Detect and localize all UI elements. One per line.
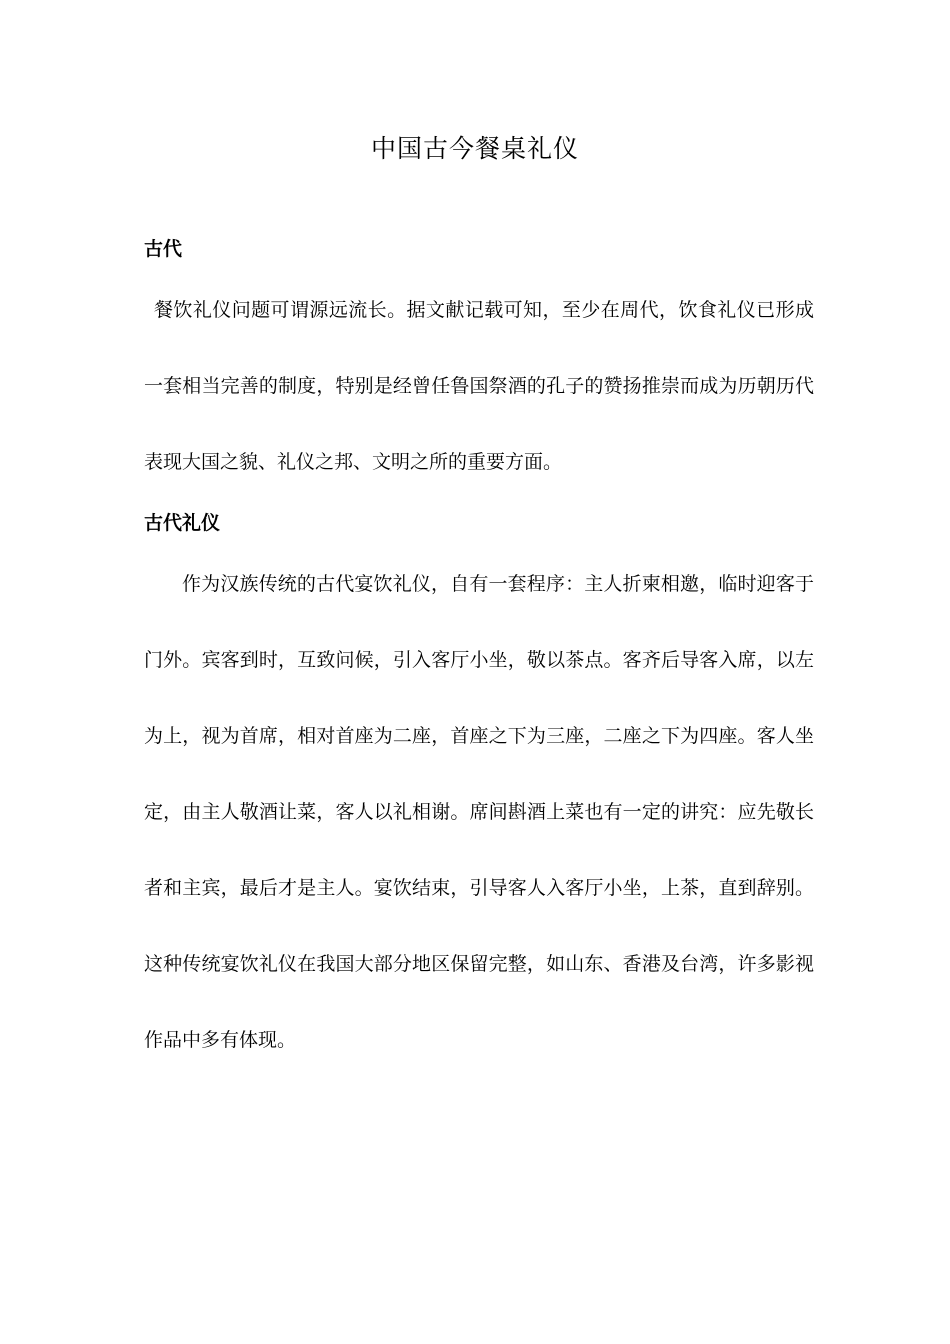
section-paragraph-ancient: 餐饮礼仪问题可谓源远流长。据文献记载可知，至少在周代，饮食礼仪已形成一套相当完善的制度，特别是经曾任鲁国祭酒的孔子的赞扬推崇而成为历朝历代表现大国之貌、礼仪之邦、文明之所的重要方面。 [144, 299, 814, 473]
section-heading-ancient: 古代 [144, 238, 183, 260]
document-title: 中国古今餐桌礼仪 [370, 134, 579, 163]
section-heading-ancient-etiquette: 古代礼仪 [144, 512, 221, 534]
section-paragraph-ancient-etiquette: 作为汉族传统的古代宴饮礼仪，自有一套程序：主人折柬相邀，临时迎客于门外。宾客到时，互致问候，引入客厅小坐，敬以茶点。客齐后导客入席，以左为上，视为首席，相对首座为二座，首座之下为三座，二座之下为四座。客人坐定，由主人敬酒让菜，客人以礼相谢。席间斟酒上菜也有一定的讲究：应先敬长者和主宾，最后才是主人。宴饮结束，引导客人入客厅小坐，上茶，直到辞别。这种传统宴饮礼仪在我国大部分地区保留完整，如山东、香港及台湾，许多影视作品中多有体现。 [144, 573, 814, 1051]
